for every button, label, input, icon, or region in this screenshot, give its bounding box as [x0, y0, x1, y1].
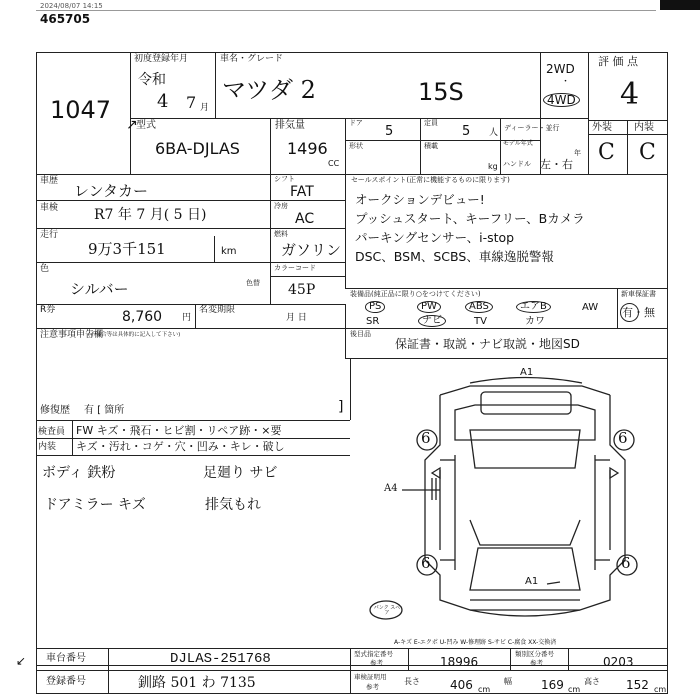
model-code: 6BA-DJLAS	[155, 139, 240, 158]
selling-point-4: DSC、BSM、SCBS、車線逸脱警報	[355, 249, 554, 264]
drive-2wd: 2WD	[546, 62, 575, 76]
width-value: 169	[541, 678, 564, 692]
manual-label: 新車保証書	[621, 290, 656, 298]
history-value: レンタカー	[74, 182, 149, 200]
selling-point-1: オークションデビュー!	[355, 192, 485, 207]
note-body-iron: ボディ 鉄粉	[42, 465, 116, 481]
tire-rr-depth: 6	[621, 554, 631, 572]
interior-label: 内装	[634, 122, 654, 133]
mileage-value: 9万3千151	[88, 240, 166, 258]
load-label: 積載	[424, 142, 438, 150]
model-year-label: モデル年式	[503, 140, 533, 147]
equip-pw: PW	[417, 301, 441, 313]
shape-label: 形状	[349, 142, 363, 150]
lot-number: 1047	[50, 96, 112, 124]
shift-value: FAT	[290, 184, 314, 200]
ac-value: AC	[295, 211, 315, 227]
mark-front-a1: A1	[520, 367, 534, 378]
width-label: 幅	[504, 677, 512, 686]
height-value: 152	[626, 678, 649, 692]
tire-fl-depth: 6	[421, 429, 431, 447]
notes-sub: (不具合等は具体的に記入して下さい)	[88, 332, 181, 338]
exterior-legend: FW キズ・飛石・ヒビ割・リペア跡・×要	[76, 424, 282, 437]
color-code: 45P	[288, 282, 316, 298]
width-unit: cm	[568, 685, 581, 694]
mark-rear-a1: A1	[525, 576, 539, 587]
registration-number: 釧路 501 わ 7135	[138, 675, 256, 691]
kg-unit: kg	[488, 162, 498, 171]
selling-point-3: パーキングセンサー、i-stop	[355, 230, 515, 245]
mark-left-a4: A4	[384, 483, 398, 494]
color-value: シルバー	[70, 280, 129, 298]
recycle-value: 8,760	[122, 309, 163, 325]
registration-label: 登録番号	[46, 676, 86, 687]
class-label: 類別区分番号	[515, 650, 554, 658]
first-reg-label: 初度登録年月	[134, 54, 189, 64]
selling-point-2: プッシュスタート、キーフリー、Bカメラ	[355, 211, 585, 226]
reg-month: 7	[186, 93, 197, 112]
score-label: 評 価 点	[598, 55, 638, 68]
history-label: 車歴	[40, 176, 59, 186]
type-cert-label: 型式指定番号	[354, 650, 393, 658]
repair-label: 修復歴	[40, 405, 70, 416]
drive-4wd: 4WD	[543, 93, 580, 107]
auction-sheet: 2024/08/07 14:15 465705 1047 ↗ 初度登録年月 令和 4 7 月 車名・グレード マツダ 2 15S 2WD ・ 4WD 評 価 点 4 外装 内装 C C 型式 6BA-DJLAS 排気量 1496 CC ドア 5 定員 5 人 ディーラー・並行 形状 積載 kg モデル年式 年 ハンドル 左・右 車歴 レンタカー シフト FAT 車検 R7 年 7 月( 5 日) 冷房 AC 走行 9万3千151 km 燃料 ガソリン 色 シルバー 色替 カラーコード 45P R券 8,760 円 名変期限 月 日 注意事項申告欄 (不具合等は具体的に記入して下さい) 修復歴 有 [ 箇所 ] セールスポイント(正常に機能するものに限ります) オークションデビュー! プッシュスタート、キーフリー、Bカメラ パーキングセンサー、i-stop DSC、BSM、SCBS、車線逸脱警報 装備品(純正品に限り○をつけてください) PS PW ABS エアB AW SR ナビ TV カワ 新車保証書 有・無 後目品 保証書・取説・ナビ取説・地図SD 検査員 内装 FW キズ・飛石・ヒビ割・リペア跡・×要 キズ・汚れ・コゲ・穴・凹み・キレ・破し ボディ 鉄粉 足廻り サビ ドアミラー キズ 排気もれ A1 A4 A1 6 6 6 6 パンク スペア A-キズ E-エクボ U-凹み W-修理跡 S-サビ C-腐食 XX-交換済 車台番号 DJLAS-251768 登録番号 釧路 501 わ 7135 型式指定番号 参考 18996 類別区分番号 参考 0203 車検証明用 参考 長さ 406 cm 幅 169 cm 高さ 152 cm ↙	[0, 0, 700, 700]
make: マツダ 2	[222, 76, 316, 104]
recycle-label: R券	[40, 305, 56, 315]
km-unit: km	[221, 246, 237, 257]
note-suspension-rust: 足廻り サビ	[203, 465, 278, 481]
equip-ps: PS	[365, 301, 385, 313]
color-label: 色	[40, 264, 50, 274]
tire-fr-depth: 6	[618, 429, 628, 447]
length-value: 406	[450, 678, 473, 692]
manual-value: 有・無	[622, 306, 655, 319]
damage-legend: A-キズ E-エクボ U-凹み W-修理跡 S-サビ C-腐食 XX-交換済	[394, 639, 557, 646]
era: 令和	[138, 72, 166, 88]
class-number: 0203	[603, 655, 634, 669]
equip-navi: ナビ	[418, 315, 446, 327]
rear-bumper-line	[470, 610, 580, 616]
inspector-label: 検査員	[38, 427, 66, 437]
ac-label: 冷房	[274, 202, 288, 210]
handle-label: ハンドル	[503, 160, 531, 168]
reg-year: 4	[157, 91, 169, 112]
mileage-label: 走行	[40, 230, 59, 240]
notes-label: 注意事項申告欄	[40, 330, 104, 340]
dealer-label: ディーラー・並行	[504, 124, 560, 132]
interior-notes-label: 内装	[38, 442, 57, 452]
door-label: ドア	[349, 119, 363, 127]
fuel-label: 燃料	[274, 230, 288, 238]
inspection-value: R7 年 7 月( 5 日)	[94, 207, 207, 223]
height-label: 高さ	[584, 677, 600, 686]
equip-tv: TV	[474, 316, 487, 327]
length-unit: cm	[478, 685, 491, 694]
windshield	[470, 430, 580, 468]
score: 4	[620, 77, 640, 112]
type-cert-number: 18996	[440, 655, 479, 669]
doors: 5	[385, 124, 394, 139]
name-change-value: 月 日	[286, 313, 307, 323]
chassis-number: DJLAS-251768	[170, 651, 271, 667]
equip-sr: SR	[366, 316, 380, 327]
cc-unit: CC	[328, 159, 340, 168]
displacement-label: 排気量	[275, 120, 305, 131]
grade: 15S	[418, 78, 464, 106]
exterior-label: 外装	[592, 122, 612, 133]
fuel-value: ガソリン	[281, 241, 342, 259]
timestamp: 2024/08/07 14:15	[40, 2, 103, 10]
month-unit: 月	[200, 103, 210, 113]
spare-label: パンク スペア	[373, 605, 401, 616]
displacement: 1496	[287, 139, 328, 158]
height-unit: cm	[654, 685, 667, 694]
handle: 左・右	[540, 158, 573, 171]
capacity: 5	[462, 124, 471, 139]
equip-aw: AW	[582, 302, 599, 313]
tire-rl-depth: 6	[421, 554, 431, 572]
color-change-label: 色替	[246, 279, 260, 287]
interior-legend: キズ・汚れ・コゲ・穴・凹み・キレ・破し	[76, 440, 285, 453]
dims-ref: 参考	[366, 683, 379, 691]
shift-label: シフト	[274, 175, 295, 183]
person-unit: 人	[489, 128, 499, 138]
year-unit: 年	[574, 149, 581, 157]
length-label: 長さ	[404, 677, 420, 686]
equip-abs: ABS	[465, 301, 493, 313]
back-seat-value: 保証書・取説・ナビ取説・地図SD	[395, 337, 580, 351]
class-ref: 参考	[530, 659, 543, 667]
capacity-label: 定員	[424, 119, 438, 127]
back-seat-label: 後目品	[350, 330, 371, 338]
note-mirror-scratch: ドアミラー キズ	[44, 497, 146, 513]
chassis-label: 車台番号	[46, 653, 86, 664]
model-label: 車名・グレード	[220, 54, 284, 64]
selling-points-label: セールスポイント(正常に機能するものに限ります)	[351, 176, 510, 184]
inspection-label: 車検	[40, 203, 59, 213]
repair-value: 有 [ 箇所	[84, 405, 125, 416]
equip-leather: カワ	[525, 316, 545, 327]
name-change-label: 名変期限	[199, 305, 236, 315]
dims-label: 車検証明用	[354, 673, 387, 681]
interior-grade: C	[639, 140, 656, 165]
sheet-number: 465705	[40, 12, 91, 26]
color-code-label: カラーコード	[274, 264, 316, 272]
type-label: 型式	[136, 120, 156, 131]
yen-unit: 円	[182, 313, 192, 323]
front-bumper-line	[470, 378, 582, 384]
equipment-label: 装備品(純正品に限り○をつけてください)	[350, 290, 481, 298]
equip-airbag: エアB	[516, 301, 551, 313]
type-cert-ref: 参考	[370, 659, 383, 667]
exterior-grade: C	[598, 140, 615, 165]
note-exhaust-leak: 排気もれ	[205, 497, 261, 513]
